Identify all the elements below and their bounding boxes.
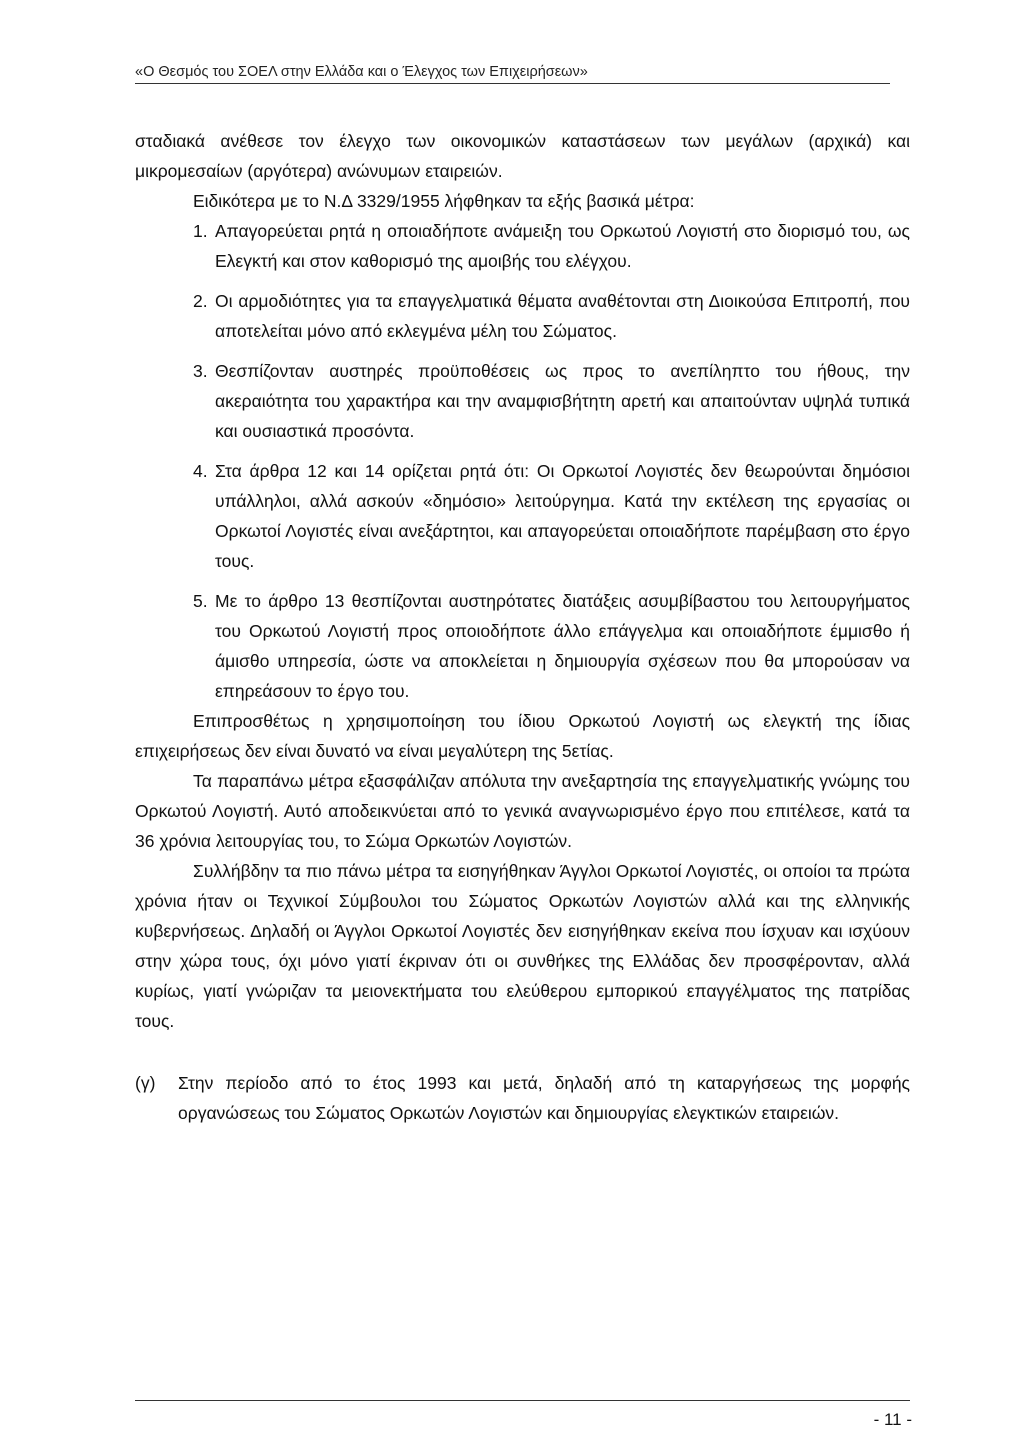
english-auditors-paragraph: Συλλήβδην τα πιο πάνω μέτρα τα εισηγήθηκαν Άγγλοι Ορκωτοί Λογιστές, οι οποίοι τα πρώτα χρόνια ήταν οι Τεχνικοί Σύμβουλοι του Σώματος Ορκωτών Λογιστών αλλά και της ελληνικής κυβερνήσεως. Δηλαδή οι Άγγλοι Ορκωτοί Λογιστές δεν εισηγήθηκαν εκείνα που ίσχυαν και ισχύουν στην χώρα τους, όχι μόνο γιατί έκριναν ότι οι συνθήκες της Ελλάδας δεν προσφέρονταν, αλλά κυρίως, γιατί γνώριζαν τα μειονεκτήματα του ελεύθερου εμπορικού επαγγέλματος της πατρίδας τους. <box>135 861 910 1031</box>
list-item <box>135 356 910 446</box>
list-item <box>135 216 910 276</box>
item-text: Στα άρθρα 12 και 14 ορίζεται ρητά ότι: Οι Ορκωτοί Λογιστές δεν θεωρούνται δημόσιοι υπάλληλοι, αλλά ασκούν «δημόσιο» λειτούργημα. Κατά την εκτέλεση της εργασίας οι Ορκωτοί Λογιστές είναι ανεξάρτητοι, και απαγορεύεται οποιαδήποτε παρέμβαση στο έργο τους. <box>215 461 910 571</box>
item-text: Οι αρμοδιότητες για τα επαγγελματικά θέματα αναθέτονται στη Διοικούσα Επιτροπή, που αποτελείται μόνο από εκλεγμένα μέλη του Σώματος. <box>215 291 910 341</box>
item-text: Θεσπίζονταν αυστηρές προϋποθέσεις ως προς το ανεπίληπτο του ήθους, την ακεραιότητα του χαρακτήρα και την αναμφισβήτητη αρετή και απαιτούνταν υψηλά τυπικά και ουσιαστικά προσόντα. <box>215 361 910 441</box>
measures-paragraph: Τα παραπάνω μέτρα εξασφάλιζαν απόλυτα την ανεξαρτησία της επαγγελματικής γνώμης του Ορκωτού Λογιστή. Αυτό αποδεικνύεται από το γενικά αναγνωρισμένο έργο που επιτέλεσε, κατά τα 36 χρόνια λειτουργίας του, το Σώμα Ορκωτών Λογιστών. <box>135 771 910 851</box>
subsection-c <box>135 1068 910 1128</box>
item-text: Απαγορεύεται ρητά η οποιαδήποτε ανάμειξη του Ορκωτού Λογιστή στο διορισμό του, ως Ελεγκτή και στον καθορισμό της αμοιβής του ελέγχου. <box>215 221 910 271</box>
page-number: - 11 - <box>873 1410 912 1429</box>
item-number: 2. <box>193 291 208 311</box>
item-text: Με το άρθρο 13 θεσπίζονται αυστηρότατες διατάξεις ασυμβίβαστου του λειτουργήματος του Ορκωτού Λογιστή προς οποιοδήποτε άλλο επάγγελμα και οποιαδήποτε έμμισθο ή άμισθο υπηρεσία, ώστε να αποκλείεται η δημιουργία σχέσεων που θα μπορούσαν να επηρεάσουν το έργο του. <box>215 591 910 701</box>
footer-divider <box>135 1400 910 1401</box>
item-number: 4. <box>193 461 208 481</box>
item-number: 5. <box>193 591 208 611</box>
running-header: «Ο Θεσμός του ΣΟΕΛ στην Ελλάδα και ο Έλεγχος των Επιχειρήσεων» <box>135 64 890 84</box>
subsection-label: (γ) <box>135 1073 156 1093</box>
intro-paragraph: σταδιακά ανέθεσε τον έλεγχο των οικονομικών καταστάσεων των μεγάλων (αρχικά) και μικρομεσαίων (αργότερα) ανώνυμων εταιρειών. <box>135 131 910 181</box>
item-number: 1. <box>193 221 208 241</box>
document-body <box>135 126 910 1128</box>
subsection-text: Στην περίοδο από το έτος 1993 και μετά, δηλαδή από τη καταργήσεως της μορφής οργανώσεως του Σώματος Ορκωτών Λογιστών και δημιουργίας ελεγκτικών εταιρειών. <box>178 1073 910 1123</box>
item-number: 3. <box>193 361 208 381</box>
item5-continuation: Επιπροσθέτως η χρησιμοποίηση του ίδιου Ορκωτού Λογιστή ως ελεγκτή της ίδιας επιχειρήσεως δεν είναι δυνατό να είναι μεγαλύτερη της 5ετίας. <box>135 711 910 761</box>
list-item <box>135 586 910 706</box>
lead-paragraph: Ειδικότερα με το Ν.Δ 3329/1955 λήφθηκαν τα εξής βασικά μέτρα: <box>193 191 695 211</box>
list-item <box>135 286 910 346</box>
list-item <box>135 456 910 576</box>
